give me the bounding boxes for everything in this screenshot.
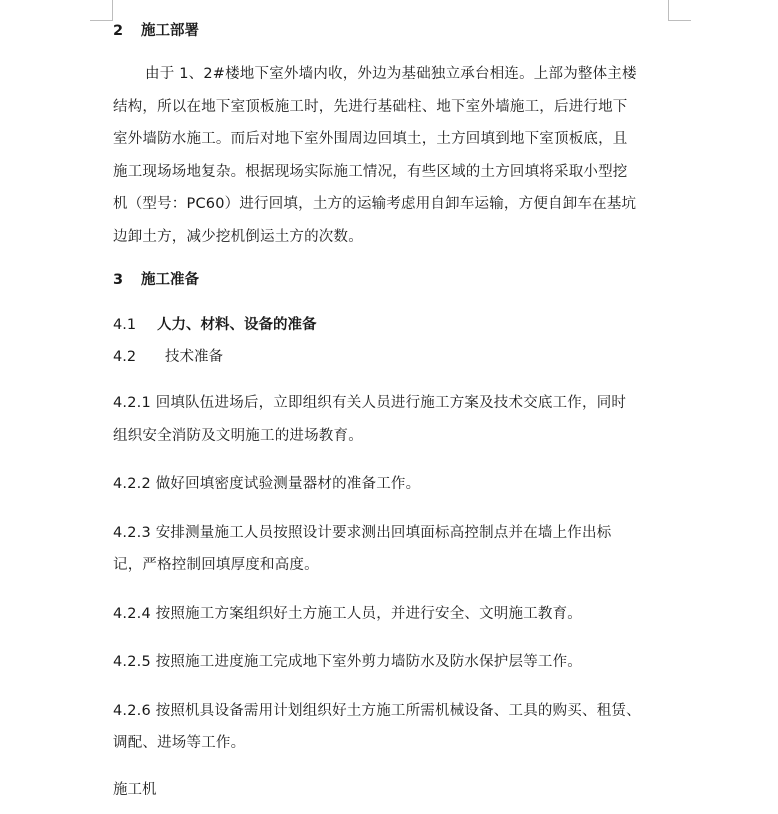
item-4-2-2 [113, 468, 673, 501]
section-3-title: 施工准备 [141, 272, 199, 288]
paragraph-line: 边卸土方，减少挖机倒运土方的次数。 [113, 228, 363, 245]
subsection-4-2-heading [113, 343, 673, 371]
section-3-number: 3 [113, 272, 124, 288]
section-2-number: 2 [113, 23, 124, 39]
item-4-2-1 [113, 387, 673, 452]
item-line: 调配、进场等工作。 [113, 735, 246, 751]
document-body [113, 18, 673, 804]
item-line: 4.2.1 回填队伍进场后，立即组织有关人员进行施工方案及技术交底工作，同时 [113, 395, 627, 411]
item-line: 4.2.2 做好回填密度试验测量器材的准备工作。 [113, 476, 421, 492]
section-2-heading [113, 18, 673, 44]
item-4-2-6 [113, 695, 673, 760]
paragraph-line: 由于 1、2#楼地下室外墙内收，外边为基础独立承台相连。上部为整体主楼 [145, 66, 637, 82]
subsection-4-2-number: 4.2 [113, 349, 137, 365]
paragraph-line: 室外墙防水施工。而后对地下室外围周边回填土，土方回填到地下室顶板底，且 [113, 131, 628, 147]
paragraph-line: 机（型号：PC60）进行回填，土方的运输考虑用自卸车运输，方便自卸车在基坑 [113, 196, 637, 212]
subsection-4-1-heading [113, 311, 673, 339]
subsection-4-1-title: 人力、材料、设备的准备 [157, 317, 317, 333]
item-4-2-5 [113, 646, 673, 679]
paragraph-line: 结构，所以在地下室顶板施工时，先进行基础柱、地下室外墙施工，后进行地下 [113, 98, 628, 115]
footer-partial-text: 施工机 [113, 781, 157, 798]
section-2-paragraph [113, 58, 673, 253]
paragraph-line: 施工现场场地复杂。根据现场实际施工情况，有些区域的土方回填将采取小型挖 [113, 163, 628, 180]
item-line: 4.2.4 按照施工方案组织好土方施工人员，并进行安全、文明施工教育。 [113, 605, 583, 622]
subsection-4-2-title: 技术准备 [165, 349, 223, 365]
item-line: 4.2.6 按照机具设备需用计划组织好土方施工所需机械设备、工具的购买、租赁、 [113, 702, 641, 719]
subsection-4-1-number: 4.1 [113, 317, 137, 333]
item-line: 4.2.3 安排测量施工人员按照设计要求测出回填面标高控制点并在墙上作出标 [113, 524, 612, 541]
item-line: 4.2.5 按照施工进度施工完成地下室外剪力墙防水及防水保护层等工作。 [113, 654, 583, 670]
item-4-2-3 [113, 517, 673, 582]
item-line: 记，严格控制回填厚度和高度。 [113, 557, 319, 573]
crop-mark-top-left [90, 0, 113, 21]
section-2-title: 施工部署 [141, 23, 199, 39]
section-3-heading [113, 267, 673, 293]
item-line: 组织安全消防及文明施工的进场教育。 [113, 427, 363, 444]
item-4-2-4 [113, 598, 673, 631]
